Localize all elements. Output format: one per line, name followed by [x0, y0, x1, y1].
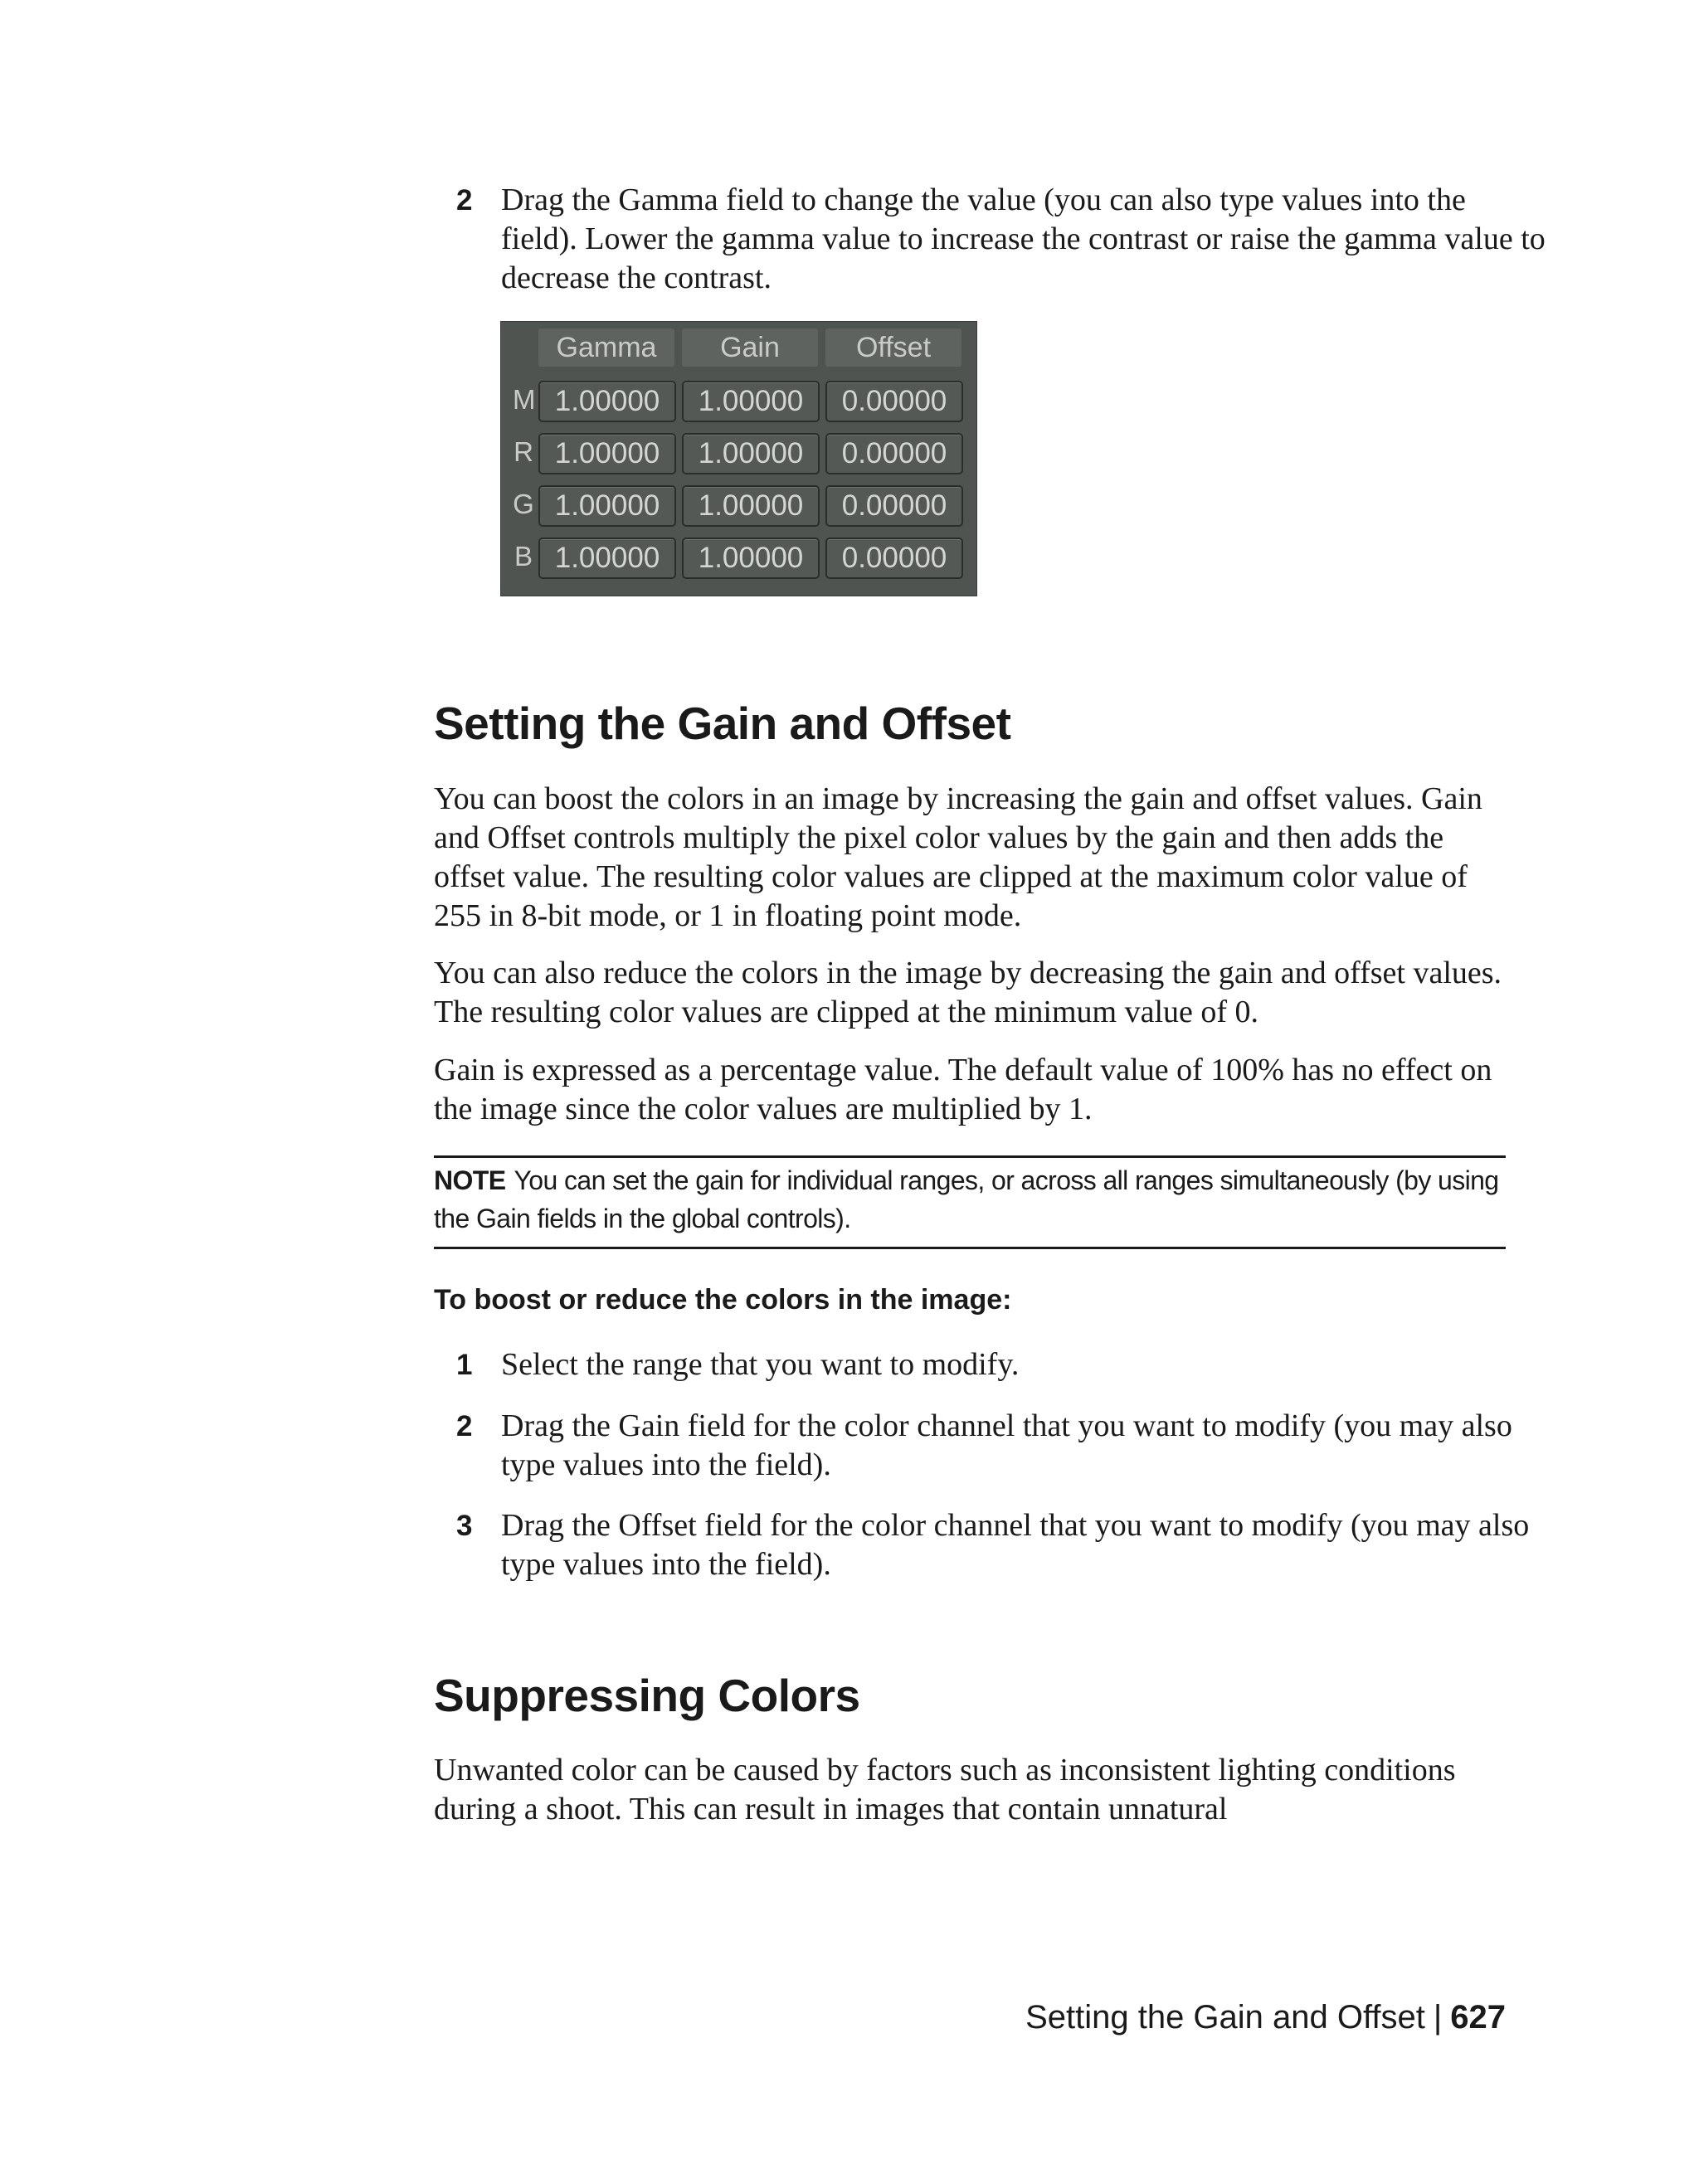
column-header-gain: Gain: [682, 328, 818, 367]
gain-field-m[interactable]: 1.00000: [682, 381, 820, 422]
footer-separator: |: [1433, 1999, 1443, 2036]
step-number: 2: [456, 184, 473, 216]
row-label-r: R: [514, 436, 533, 467]
footer-title: Setting the Gain and Offset: [1025, 1999, 1425, 2036]
note-box: [434, 1161, 1512, 1238]
row-label-m: M: [513, 384, 536, 415]
paragraph-reduce-colors: You can also reduce the colors in the image by decreasing the gain and offset values. The resulting color values are clipped at the minimum value of 0.: [434, 956, 1502, 1029]
row-label-b: B: [514, 541, 533, 572]
offset-field-b[interactable]: 0.00000: [825, 537, 963, 579]
offset-field-m[interactable]: 0.00000: [825, 381, 963, 422]
gamma-field-m[interactable]: 1.00000: [538, 381, 676, 422]
note-bottom-rule: [434, 1247, 1506, 1249]
paragraph-gain-percentage: Gain is expressed as a percentage value. The default value of 100% has no effect on the image since the color values are multiplied by 1.: [434, 1053, 1492, 1126]
step-text: Select the range that you want to modify.: [501, 1347, 1020, 1382]
gamma-field-b[interactable]: 1.00000: [538, 537, 676, 579]
section-heading-suppressing-colors: Suppressing Colors: [434, 1670, 860, 1721]
step-number: 2: [456, 1410, 473, 1442]
gain-field-g[interactable]: 1.00000: [682, 485, 820, 527]
gain-field-r[interactable]: 1.00000: [682, 433, 820, 474]
note-label: NOTE: [434, 1165, 506, 1195]
step-text: Drag the Gamma field to change the value (you can also type values into the field). Lower the gamma value to increase the contrast or raise the gamma value to decrease the contrast.: [501, 182, 1546, 295]
color-correction-panel: [500, 321, 977, 596]
gamma-field-r[interactable]: 1.00000: [538, 433, 676, 474]
paragraph-boost-colors: You can boost the colors in an image by increasing the gain and offset values. Gain and Offset controls multiply the pixel color values by the gain and then adds the offset value. The resulting color values are clipped at the maximum color value of 255 in 8-bit mode, or 1 in floating point mode.: [434, 781, 1482, 933]
procedure-title: To boost or reduce the colors in the image:: [434, 1284, 1012, 1316]
gain-field-b[interactable]: 1.00000: [682, 537, 820, 579]
note-text: You can set the gain for individual ranges, or across all ranges simultaneously (by using the Gain fields in the global controls).: [434, 1165, 1499, 1233]
gamma-field-g[interactable]: 1.00000: [538, 485, 676, 527]
step-text: Drag the Offset field for the color channel that you want to modify (you may also type values into the field).: [501, 1508, 1530, 1582]
step-number: 1: [456, 1349, 473, 1381]
section-heading-gain-offset: Setting the Gain and Offset: [434, 698, 1011, 749]
paragraph-unwanted-color: Unwanted color can be caused by factors such as inconsistent lighting conditions during a shoot. This can result in images that contain unnatural: [434, 1753, 1456, 1826]
row-label-g: G: [513, 489, 534, 519]
offset-field-g[interactable]: 0.00000: [825, 485, 963, 527]
column-header-gamma: Gamma: [538, 328, 674, 367]
note-top-rule: [434, 1155, 1506, 1158]
step-number: 3: [456, 1510, 473, 1542]
offset-field-r[interactable]: 0.00000: [825, 433, 963, 474]
page-number: 627: [1450, 1999, 1506, 2036]
column-header-offset: Offset: [825, 328, 961, 367]
page-footer: [1025, 1999, 1506, 2036]
step-text: Drag the Gain field for the color channel that you want to modify (you may also type values into the field).: [501, 1408, 1512, 1482]
